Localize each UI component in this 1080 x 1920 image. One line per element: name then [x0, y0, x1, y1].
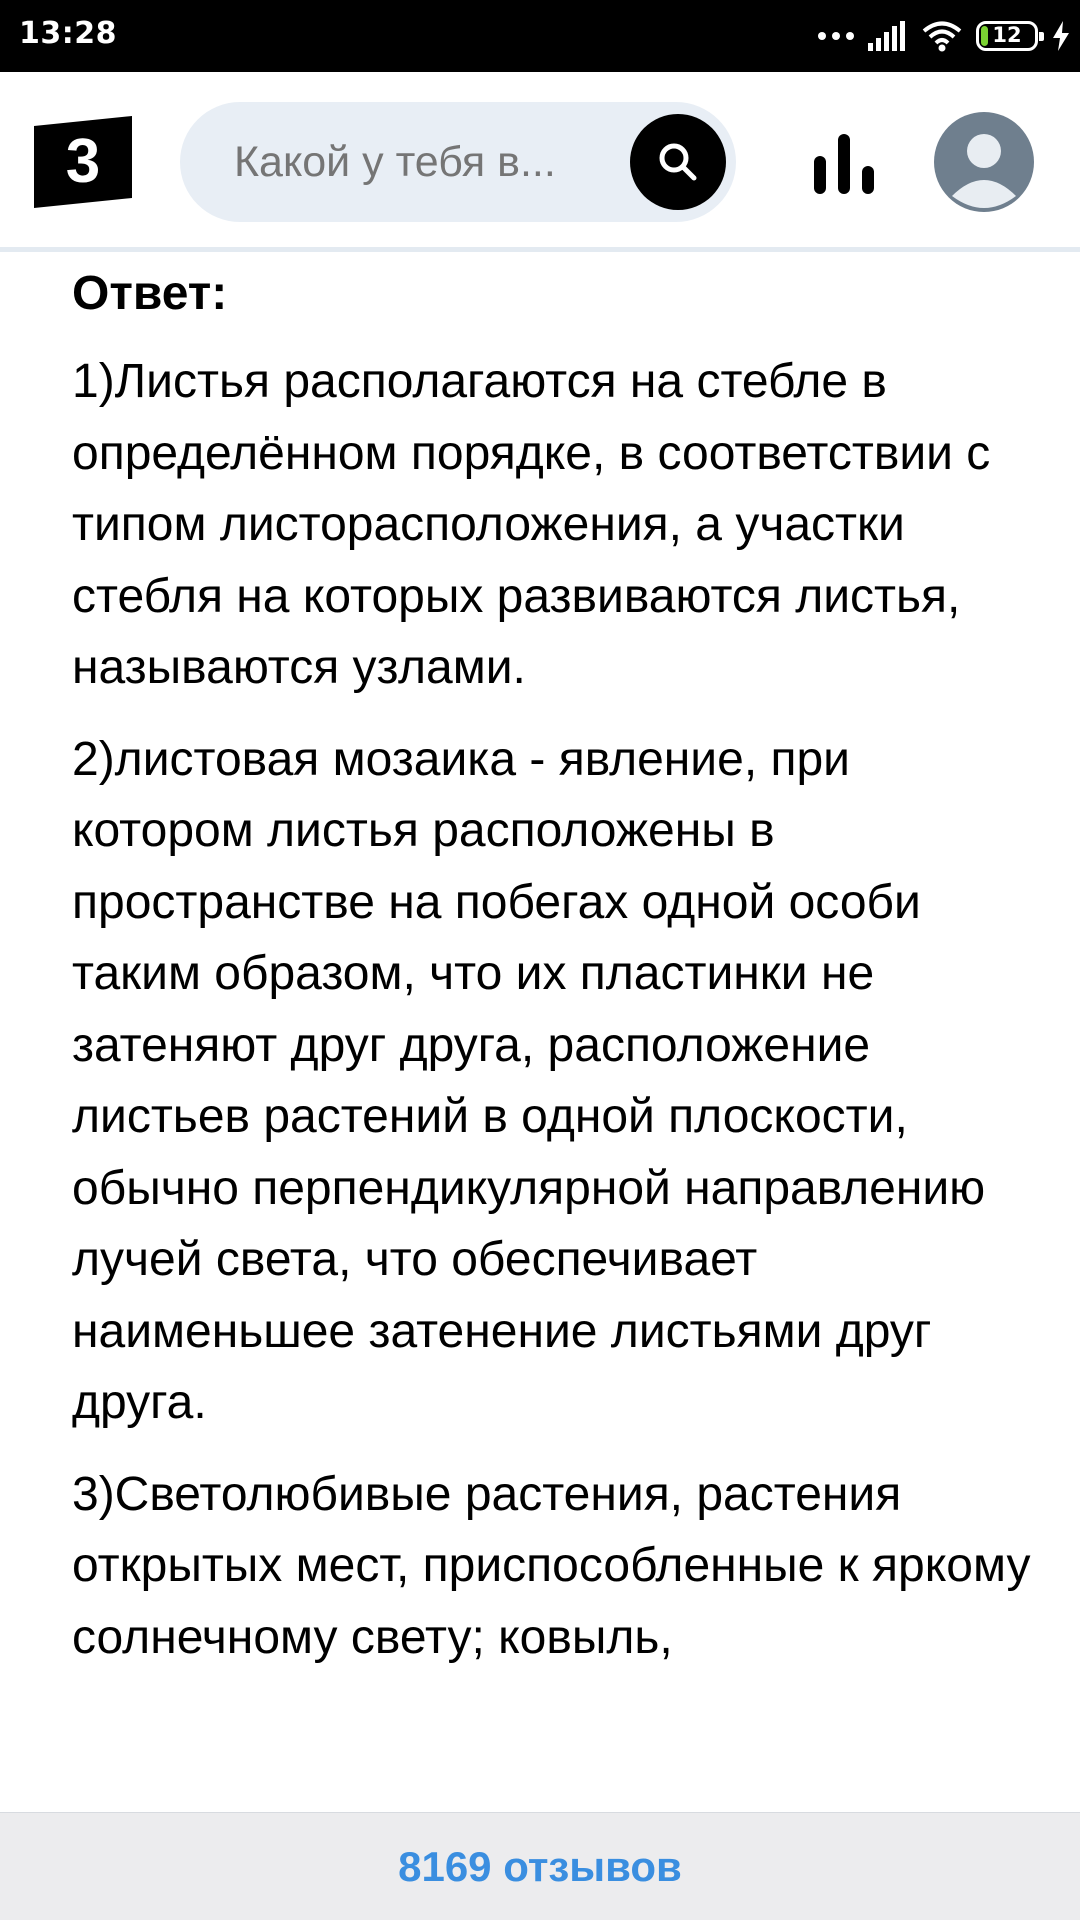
status-icons — [818, 14, 1070, 58]
battery-icon — [976, 21, 1038, 51]
search-button[interactable] — [630, 114, 726, 210]
charging-icon — [1052, 21, 1070, 51]
app-header — [0, 72, 1080, 252]
answer-label: Ответ: — [72, 267, 228, 320]
answer-content — [72, 257, 1032, 1812]
stats-icon[interactable] — [814, 134, 876, 194]
search-input[interactable] — [234, 132, 604, 192]
search-bar — [180, 102, 736, 222]
bottom-bar — [0, 1812, 1080, 1920]
wifi-icon — [922, 20, 962, 52]
svg-text:3: 3 — [65, 127, 101, 196]
dots-icon — [818, 32, 854, 40]
answer-paragraph-3: 3)Светолюбивые растения, растения открытых мест, приспособленные к яркому солнечному свету; ковыль, — [72, 1467, 1031, 1664]
status-bar — [0, 0, 1080, 72]
avatar[interactable] — [934, 112, 1034, 212]
avatar-icon — [934, 112, 1034, 212]
answer-paragraph-2: 2)листовая мозаика - явление, при котором листья расположены в пространстве на побегах одной особи таким образом, что их пластинки не затеняют друг друга, расположение листьев растений в одной плоскости, обычно перпендикулярной направлению лучей света, что обеспечивает наименьшее затенение листьями друг друга. — [72, 732, 986, 1429]
status-time: 13:28 — [19, 16, 117, 51]
reviews-link[interactable]: 8169 отзывов — [398, 1842, 682, 1890]
battery-level: 12 — [992, 23, 1022, 47]
answer-paragraph-1: 1)Листья располагаются на стебле в определённом порядке, в соответствии с типом листорасположения, а участки стебля на которых развиваются листья, называются узлами. — [72, 355, 991, 694]
znanija-logo-icon[interactable] — [34, 116, 132, 208]
signal-icon — [868, 21, 908, 51]
search-icon — [656, 140, 700, 184]
